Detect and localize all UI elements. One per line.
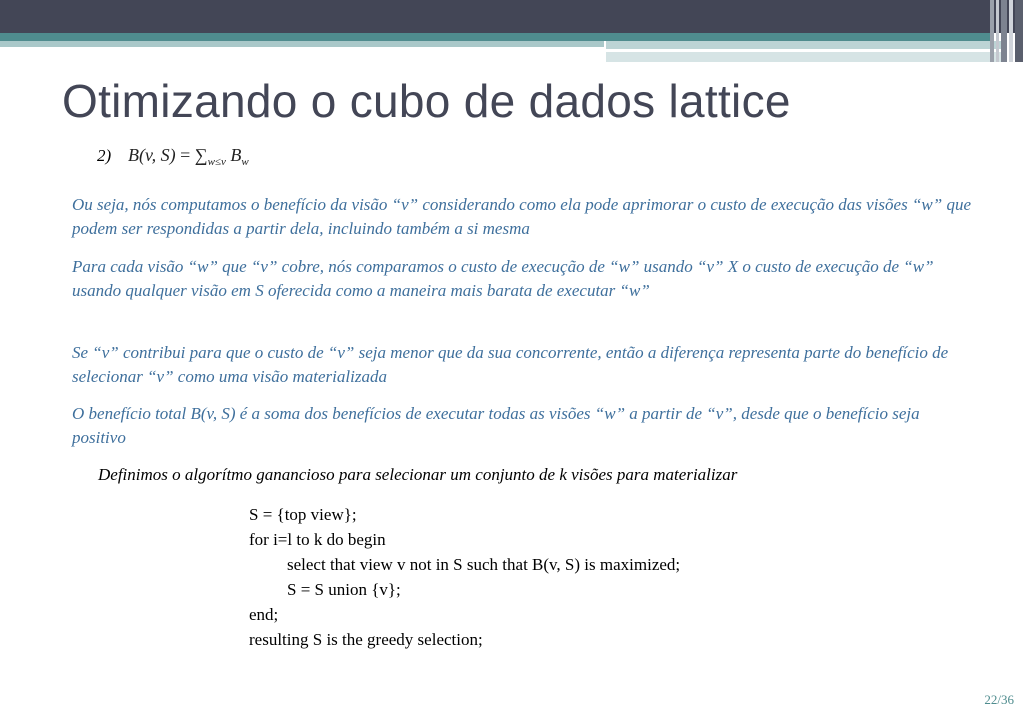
paragraph-benefit-definition: Ou seja, nós computamos o benefício da visão “v” considerando como ela pode aprimorar o custo de execução das visões “w” que podem ser respondidas a partir dela, incluindo também a si mesma (72, 195, 971, 238)
formula-term: B (230, 145, 242, 165)
algorithm-block (249, 502, 680, 652)
formula (128, 145, 249, 168)
algorithm-line: for i=l to k do begin (249, 530, 386, 549)
header-accent-light (0, 41, 604, 47)
paragraph-total-benefit: O benefício total B(v, S) é a soma dos benefícios de executar todas as visões “w” a partir de “v”, desde que o benefício seja positivo (72, 404, 920, 447)
formula-term-subscript: w (241, 156, 249, 168)
paragraph-cost-comparison: Para cada visão “w” que “v” cobre, nós comparamos o custo de execução de “w” usando “v” X o custo de execução de “w” usando qualquer visão em S oferecida como a maneira mais barata de executar “w” (72, 257, 934, 300)
header-stripe (990, 0, 994, 62)
slide-title: Otimizando o cubo de dados lattice (62, 75, 791, 127)
header-band (0, 0, 1023, 33)
header-stripe (1015, 0, 1023, 62)
algorithm-line: end; (249, 605, 279, 624)
formula-equals: = (180, 145, 191, 165)
algorithm-line: select that view v not in S such that B(v, S) is maximized; (287, 555, 681, 574)
header-stripe (1001, 0, 1007, 62)
page-number: 22/36 (984, 692, 1014, 707)
header-accent-light-right (606, 41, 1001, 49)
algorithm-line: resulting S is the greedy selection; (249, 630, 483, 649)
algorithm-line: S = S union {v}; (287, 580, 401, 599)
formula-sum-symbol: ∑ (194, 145, 208, 165)
formula-lhs: B(v, S) (128, 145, 176, 165)
header-accent-pale-right (606, 52, 1001, 62)
paragraph-contribution: Se “v” contribui para que o custo de “v” seja menor que da sua concorrente, então a diferença representa parte do benefício de selecionar “v” como uma visão materializada (72, 343, 949, 386)
algorithm-line: S = {top view}; (249, 505, 357, 524)
header-accent-teal (0, 33, 990, 41)
greedy-algorithm-intro: Definimos o algorítmo ganancioso para selecionar um conjunto de k visões para materializar (98, 465, 738, 484)
header-divider-line (606, 49, 946, 51)
header-stripe (996, 0, 999, 62)
header-stripe (1009, 0, 1013, 62)
formula-number: 2) (97, 146, 112, 165)
formula-sum-subscript: w≤v (207, 156, 226, 168)
